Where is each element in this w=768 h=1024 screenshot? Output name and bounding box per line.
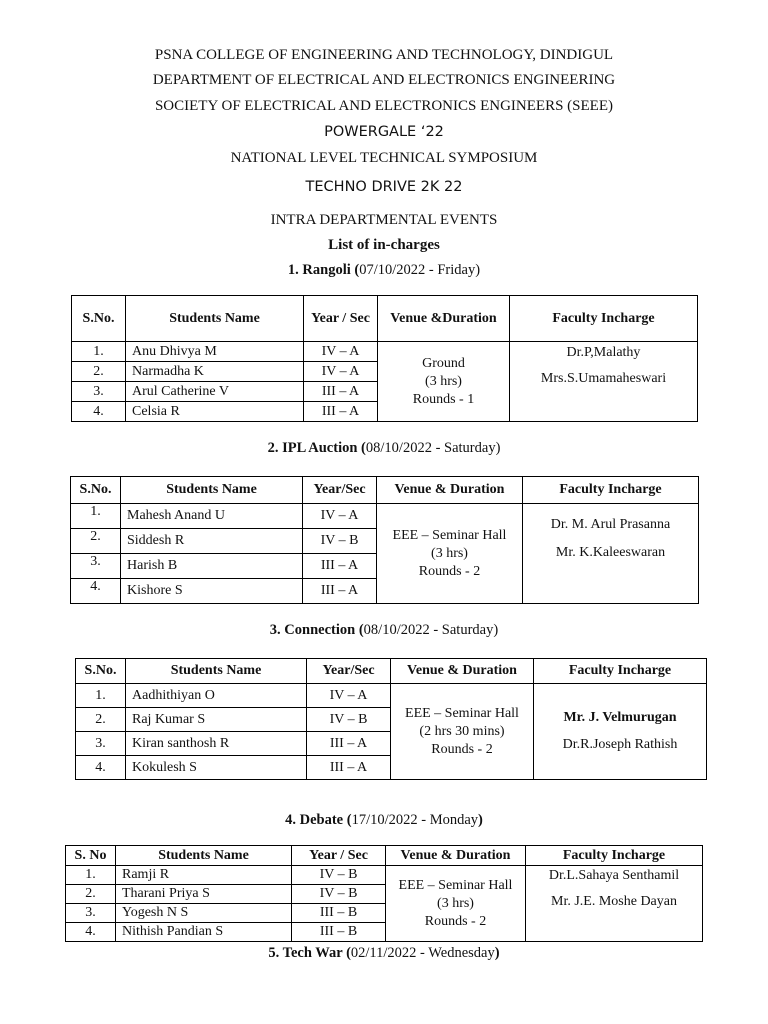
venue-duration: (2 hrs 30 mins) [419,723,505,739]
table-row [71,504,699,529]
venue-place: EEE – Seminar Hall [405,705,519,721]
cell-name: Aadhithiyan O [126,684,307,708]
paren-close: ) [478,812,483,828]
table-rangoli [71,295,698,422]
paren-close: ) [494,945,500,961]
event-name: 4. Debate [285,812,344,828]
event-name: 3. Connection [269,622,356,638]
cell-year: III – A [303,579,377,604]
cell-name: Kishore S [121,579,303,604]
event-series-title: TECHNO DRIVE 2K 22 [305,179,463,195]
event-title-rangoli [0,262,768,279]
cell-sno: 4. [66,923,116,942]
faculty-1: Mr. J. Velmurugan [563,710,677,725]
cell-name: Nithish Pandian S [116,923,292,942]
cell-sno: 3. [71,554,121,579]
list-heading: List of in-charges [328,237,440,253]
venue-place: EEE – Seminar Hall [392,527,507,543]
paren-open: ( [342,945,351,961]
cell-name: Celsia R [126,402,304,422]
cell-faculty [534,684,707,780]
event-date: 17/10/2022 - Monday [351,812,479,828]
col-header-sno: S.No. [72,296,126,342]
cell-year: IV – A [304,342,378,362]
venue-duration: (3 hrs) [431,545,468,561]
event-title-tech-war [0,945,768,962]
cell-name: Yogesh N S [116,904,292,923]
cell-name: Narmadha K [126,362,304,382]
venue-rounds: Rounds - 1 [412,391,475,407]
faculty-2: Dr.R.Joseph Rathish [562,737,678,752]
event-date: 07/10/2022 - Friday [359,262,476,278]
cell-name: Raj Kumar S [126,708,307,732]
cell-sno: 4. [76,756,126,780]
event-name: 1. Rangoli [287,262,351,278]
event-title-connection [0,622,768,639]
event-date: 02/11/2022 - Wednesday [350,945,495,961]
cell-name: Ramji R [116,866,292,885]
col-header-faculty: Faculty Incharge [534,659,707,684]
paren-open: ( [350,262,360,278]
table-row [66,866,703,885]
col-header-name: Students Name [126,659,307,684]
cell-sno: 2. [66,885,116,904]
cell-sno: 3. [72,382,126,402]
cell-faculty [523,504,699,604]
table-ipl-auction [70,476,699,604]
venue-rounds: Rounds - 2 [418,563,481,579]
col-header-year: Year/Sec [307,659,391,684]
cell-venue [391,684,534,780]
venue-rounds: Rounds - 2 [424,913,487,929]
event-name: 5. Tech War [268,945,343,961]
cell-year: III – A [307,732,391,756]
cell-sno: 1. [72,342,126,362]
venue-duration: (3 hrs) [437,895,474,911]
section-title: INTRA DEPARTMENTAL EVENTS [270,212,498,228]
cell-name: Mahesh Anand U [121,504,303,529]
col-header-sno: S.No. [71,477,121,504]
cell-year: IV – B [292,885,386,904]
cell-year: IV – B [292,866,386,885]
symposium-type: NATIONAL LEVEL TECHNICAL SYMPOSIUM [230,150,538,166]
cell-year: IV – A [307,684,391,708]
paren-close: ) [495,440,501,456]
table-row [76,684,707,708]
cell-venue [378,342,510,422]
faculty-1: Dr.L.Sahaya Senthamil [548,868,680,883]
cell-sno: 2. [71,529,121,554]
cell-venue [386,866,526,942]
col-header-venue: Venue & Duration [386,846,526,866]
faculty-1: Dr.P,Malathy [566,345,641,360]
cell-year: IV – B [303,529,377,554]
col-header-year: Year/Sec [303,477,377,504]
cell-name: Siddesh R [121,529,303,554]
cell-year: III – B [292,923,386,942]
department-name: DEPARTMENT OF ELECTRICAL AND ELECTRONICS ENGINEERING [152,72,616,88]
paren-open: ( [355,622,364,638]
cell-faculty [526,866,703,942]
cell-year: IV – A [304,362,378,382]
table-connection [75,658,707,780]
cell-year: III – B [292,904,386,923]
cell-sno: 2. [72,362,126,382]
col-header-year: Year / Sec [292,846,386,866]
event-date: 08/10/2022 - Saturday [363,622,494,638]
cell-venue [377,504,523,604]
venue-duration: (3 hrs) [425,373,462,389]
col-header-name: Students Name [116,846,292,866]
cell-year: IV – B [307,708,391,732]
cell-name: Harish B [121,554,303,579]
faculty-1: Dr. M. Arul Prasanna [550,517,671,532]
paren-open: ( [357,440,366,456]
paren-open: ( [343,812,352,828]
cell-year: III – A [304,402,378,422]
table-row [72,342,698,362]
cell-sno: 1. [76,684,126,708]
paren-close: ) [493,622,499,638]
faculty-2: Mr. K.Kaleeswaran [555,545,666,560]
cell-name: Kokulesh S [126,756,307,780]
cell-sno: 4. [72,402,126,422]
cell-year: III – A [303,554,377,579]
society-name: SOCIETY OF ELECTRICAL AND ELECTRONICS ENGINEERS (SEEE) [154,98,614,114]
col-header-faculty: Faculty Incharge [523,477,699,504]
event-title-ipl-auction [0,440,768,457]
cell-sno: 1. [66,866,116,885]
faculty-2: Mrs.S.Umamaheswari [540,371,667,386]
cell-year: III – A [304,382,378,402]
col-header-sno: S. No [66,846,116,866]
cell-faculty [510,342,698,422]
cell-sno: 3. [76,732,126,756]
symposium-name: POWERGALE ‘22 [324,124,444,140]
cell-sno: 4. [71,579,121,604]
paren-close: ) [475,262,481,278]
venue-rounds: Rounds - 2 [431,741,493,757]
cell-year: IV – A [303,504,377,529]
col-header-venue: Venue & Duration [377,477,523,504]
cell-sno: 1. [71,504,121,529]
faculty-2: Mr. J.E. Moshe Dayan [551,894,677,909]
event-date: 08/10/2022 - Saturday [365,440,496,456]
col-header-name: Students Name [121,477,303,504]
col-header-venue: Venue &Duration [378,296,510,342]
col-header-faculty: Faculty Incharge [510,296,698,342]
table-debate [65,845,703,942]
cell-year: III – A [307,756,391,780]
col-header-year: Year / Sec [304,296,378,342]
col-header-venue: Venue & Duration [391,659,534,684]
col-header-faculty: Faculty Incharge [526,846,703,866]
venue-place: Ground [422,355,465,371]
event-title-debate [0,812,768,829]
col-header-name: Students Name [126,296,304,342]
cell-name: Kiran santhosh R [126,732,307,756]
cell-sno: 2. [76,708,126,732]
venue-place: EEE – Seminar Hall [398,877,513,893]
col-header-sno: S.No. [76,659,126,684]
cell-name: Anu Dhivya M [126,342,304,362]
cell-name: Arul Catherine V [126,382,304,402]
cell-name: Tharani Priya S [116,885,292,904]
event-name: 2. IPL Auction [267,440,358,456]
cell-sno: 3. [66,904,116,923]
college-name: PSNA COLLEGE OF ENGINEERING AND TECHNOLOGY, DINDIGUL [154,47,614,63]
